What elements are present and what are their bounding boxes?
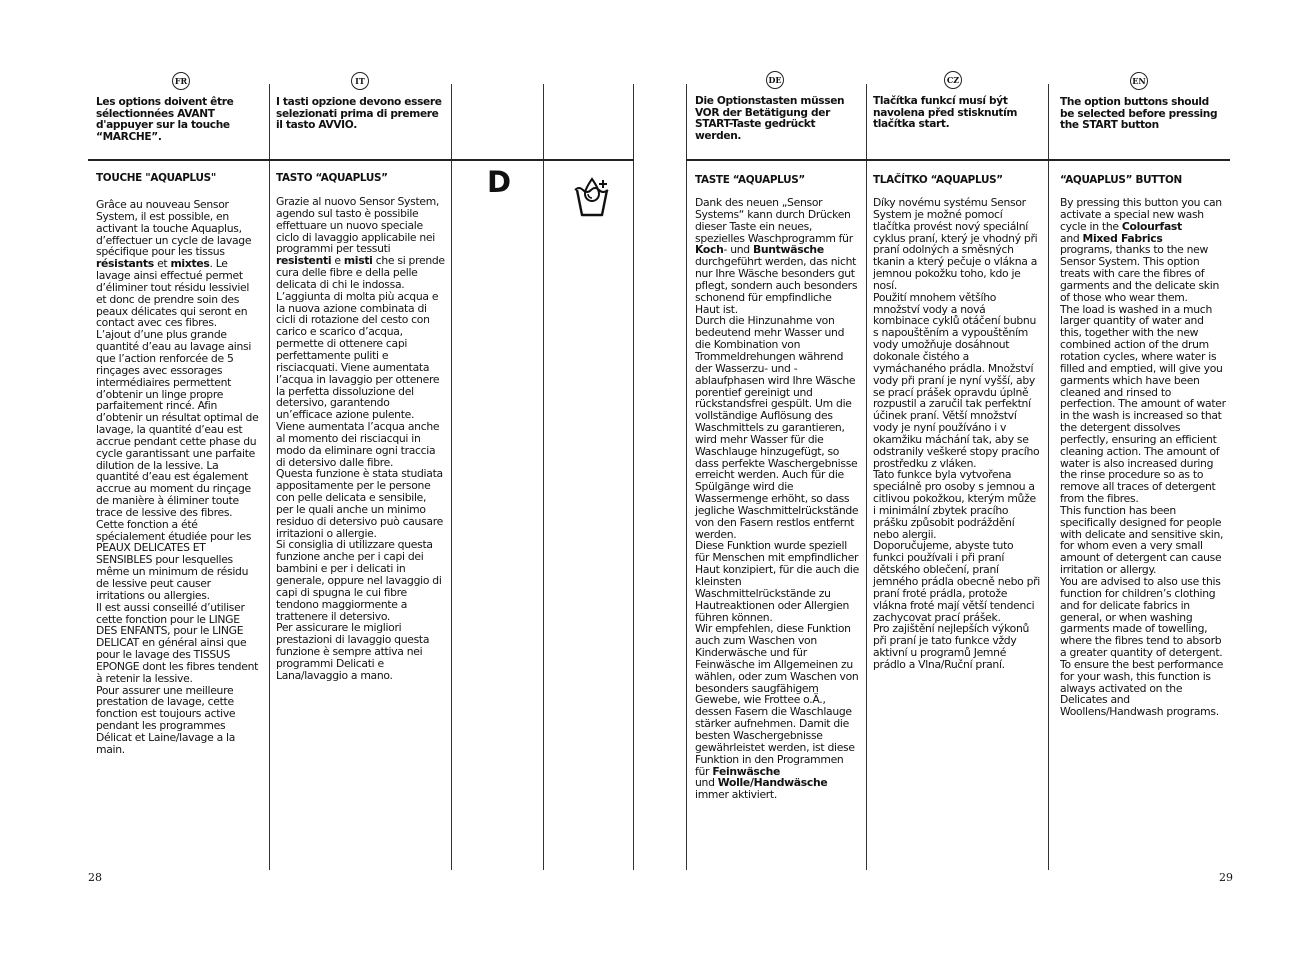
text-run: programs, thanks to the new Sensor System. This option treats with care the fibres of garments and the delicate skin of those who wear them. The load is washed in a much larger quantity of water and this, together with the new combined action of the drum rotation cycles, where water is filled and emptied, will give you garments which have been cleaned and rinsed to perfection. The amount of water in the wash is increased so that the detergent dissolves perfectly, ensuring an efficient cleaning action. The amount of water is also increased during the rinse procedure so as to remove all traces of detergent from the fibres. This function has been specifically designed for people with delicate and sensitive skin, for whom even a very small amount of detergent can cause irritation or allergy. You are advised to also use this function for children’s clothing and for delicate fabrics in general, or when washing garments made of towelling, where the fibres tend to absorb a greater quantity of detergent. To ensure the best performance for your wash, this function is always activated on the Delicates and Woollens/Handwash programs. (1060, 243, 1226, 719)
bold-term: Feinwäsche (712, 764, 781, 778)
header-rule (686, 159, 1230, 161)
text-run: durchgeführt werden, das nicht nur Ihre Wäsche besonders gut pflegt, sondern auch besonders schonend für empfindliche Haut ist. Durch die Hinzunahme von bedeutend mehr Wasser und die Kombination von Trommeldrehungen während der Wasserzu- und -ablaufphasen wird Ihre Wäsche porentief gereinigt und rückstandsfrei gespült. Um die vollständige Auflösung des Waschmittels zu garantieren, wird mehr Wasser für die Waschlauge hinzugefügt, so dass perfekte Waschergebnisse erreicht werden. Auch für die Spülgänge wird die Wassermenge erhöht, so dass jegliche Waschmittelrückstände von den Fasern restlos entfernt werden. Diese Funktion wurde speziell für Menschen mit empfindlicher Haut konzipiert, für die auch die kleinsten Waschmittelrückstände zu Hautreaktionen oder Allergien führen können. Wir empfehlen, diese Funktion auch zum Waschen von Kinderwäsche und für Feinwäsche im Allgemeinen zu wählen, oder zum Waschen von besonders saugfähigem Gewebe, wie Frottee o.Ä., dessen Fasern die Waschlauge stärker aufnehmen. Damit die besten Waschergebnisse gewährleistet werden, ist diese Funktion in den Programmen für (695, 255, 859, 778)
lang-badge-cz: CZ (944, 71, 962, 89)
column-divider (686, 84, 687, 870)
section-heading-en: “AQUAPLUS” BUTTON (1060, 174, 1182, 186)
lang-badge-fr: FR (172, 72, 190, 90)
text-run: By pressing this button you can activate a special new wash cycle in the (1060, 196, 1222, 233)
section-heading-cz: TLAČÍTKO “AQUAPLUS” (873, 174, 1003, 186)
text-run: Grâce au nouveau Sensor System, il est possible, en activant la touche Aquaplus, d’effectuer un cycle de lavage spécifique pour les tissus (96, 198, 252, 259)
section-heading-it: TASTO “AQUAPLUS” (276, 172, 388, 184)
body-text-en (1060, 197, 1226, 718)
bold-term: Mixed Fabrics (1082, 231, 1163, 245)
lang-badge-de: DE (766, 71, 784, 89)
intro-text-en: The option buttons should be selected before pressing the START button (1060, 96, 1218, 132)
header-rule (88, 159, 634, 161)
bold-term: Buntwäsche (752, 243, 824, 257)
bold-term: misti (343, 254, 373, 268)
body-text-de (695, 197, 859, 801)
text-run: Grazie al nuovo Sensor System, agendo sul tasto è possibile effettuare un nuovo speciale ciclo di lavaggio applicabile nei programmi per tessuti (276, 195, 440, 256)
column-divider (633, 84, 634, 870)
bold-term: mixtes (170, 257, 210, 271)
body-text-it (276, 196, 446, 682)
text-run: immer aktiviert. (695, 788, 777, 802)
intro-text-cz: Tlačítka funkcí musí být navolena před stisknutím tlačítka start. (873, 95, 1018, 131)
text-run: and (1060, 231, 1080, 245)
bold-term: resistenti (276, 254, 332, 268)
column-divider (451, 84, 452, 870)
button-letter: D (487, 165, 512, 199)
lang-badge-it: IT (351, 72, 369, 90)
bold-term: Colourfast (1121, 219, 1182, 233)
text-run: . Le lavage ainsi effectué permet d’éliminer tout résidu lessiviel et donc de prendre soin des peaux délicates qui seront en contact avec ces fibres. L’ajout d’une plus grande quantité d’eau au lavage ainsi que l’action renforcée de 5 rinçages avec essorages intermédiaires permettent d’obtenir un linge propre parfaitement rincé. Afin d’obtenir un résultat optimal de lavage, la quantité d’eau est accrue pendant cette phase du cycle garantissant une parfaite dilution de la lessive. La quantité d’eau est également accrue au moment du rinçage de manière à éliminer toute trace de lessive des fibres. Cette fonction a été spécialement étudiée pour les PEAUX DELICATES ET SENSIBLES pour lesquelles même un minimum de résidu de lessive peut causer irritations ou allergies. Il est aussi conseillé d’utiliser cette fonction pour le LINGE DES ENFANTS, pour le LINGE DELICAT en général ainsi que pour le lavage des TISSUS EPONGE dont les fibres tendent à retenir la lessive. Pour assurer une meilleure prestation de lavage, cette fonction est toujours active pendant les programmes Délicat et Laine/lavage a la main. (96, 257, 259, 756)
aquaplus-icon (574, 176, 610, 218)
intro-text-fr: Les options doivent être sélectionnées AVANT d'appuyer sur la touche “MARCHE”. (96, 96, 234, 143)
body-text-fr (96, 199, 262, 756)
text-run: - und (723, 243, 753, 257)
column-divider (543, 84, 544, 870)
body-text-cz (873, 197, 1041, 671)
column-divider (269, 84, 270, 870)
column-divider (1048, 84, 1049, 870)
text-run: Díky novému systému Sensor System je možné pomocí tlačítka provést nový speciální cyklus praní, který je vhodný při praní odolných a směsných tkanin a který pečuje o vlákna a jemnou pokožku toho, kdo je nosí. Použití mnohem většího množství vody a nová kombinace cyklů otáčení bubnu s napouštěním a vypouštěním vody umožňuje dosáhnout dokonale čistého a vymáchaného prádla. Množství vody při praní je nyní vyšší, aby se prací prášek opravdu úplně rozpustil a zaručil tak perfektní účinek praní. Větší množství vody je nyní používáno i v okamžiku máchání tak, aby se odstranily veškeré stopy pracího prostředku z vláken. Tato funkce byla vytvořena speciálně pro osoby s jemnou a citlivou pokožkou, kterým může i minimální zbytek pracího prášku způsobit podráždění nebo alergii. Doporučujeme, abyste tuto funkci používali i při praní dětského oblečení, praní jemného prádla obecně nebo při praní froté prádla, protože vlákna froté mají větší tendenci zachycovat prací prášek. Pro zajištění nejlepších výkonů při praní je tato funkce vždy aktivní u programů Jemné prádlo a Vlna/Ruční praní. (873, 196, 1040, 671)
text-run: und (695, 776, 715, 790)
intro-text-de: Die Optionstasten müssen VOR der Betätigung der START-Taste gedrückt werden. (695, 95, 845, 142)
intro-text-it: I tasti opzione devono essere selezionati prima di premere il tasto AVVIO. (276, 96, 442, 132)
text-run: et (153, 257, 171, 271)
text-run: e (331, 254, 344, 268)
page-number-left: 28 (88, 871, 102, 884)
bold-term: résistants (96, 257, 154, 271)
column-divider (866, 84, 867, 870)
text-run: Dank des neuen „Sensor Systems“ kann durch Drücken dieser Taste ein neues, spezielles Waschprogramm für (695, 196, 853, 245)
bold-term: Wolle/Handwäsche (717, 776, 828, 790)
lang-badge-en: EN (1130, 72, 1148, 90)
section-heading-fr: TOUCHE "AQUAPLUS" (96, 172, 216, 184)
bold-term: Koch (695, 243, 724, 257)
text-run: che si prende cura delle fibre e della pelle delicata di chi le indossa. L’aggiunta di molta più acqua e la nuova azione combinata di cicli di rotazione del cesto con carico e scarico d’acqua, permette di ottenere capi perfettamente puliti e risciacquati. Viene aumentata l’acqua in lavaggio per ottenere la perfetta dissoluzione del detersivo, garantendo un’efficace azione pulente. Viene aumentata l’acqua anche al momento dei risciacqui in modo da eliminare ogni traccia di detersivo dalle fibre. Questa funzione è stata studiata appositamente per le persone con pelle delicata e sensibile, per le quali anche un minimo residuo di detersivo può causare irritazioni o allergie. Si consiglia di utilizzare questa funzione anche per i capi dei bambini e per i delicati in generale, oppure nel lavaggio di capi di spugna le cui fibre tendono maggiormente a trattenere il detersivo. Per assicurare le migliori prestazioni di lavaggio questa funzione è sempre attiva nei programmi Delicati e Lana/lavaggio a mano. (276, 254, 445, 682)
page-number-right: 29 (1219, 871, 1233, 884)
section-heading-de: TASTE “AQUAPLUS” (695, 174, 805, 186)
